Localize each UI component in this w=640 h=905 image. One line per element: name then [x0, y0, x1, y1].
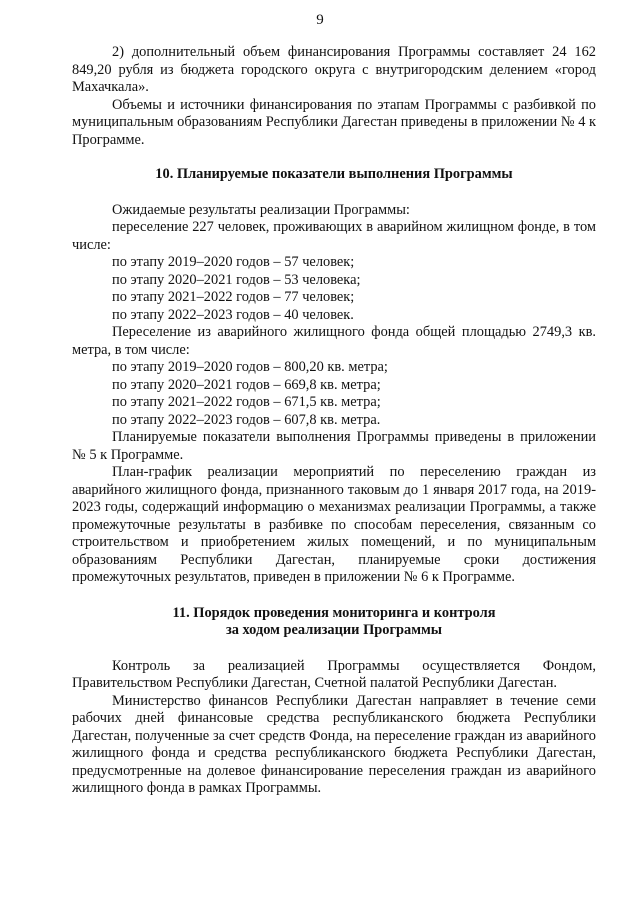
list-item-area-stage: по этапу 2020–2021 годов – 669,8 кв. метра; — [112, 376, 381, 393]
list-item-people-stage: по этапу 2019–2020 годов – 57 человек; — [112, 254, 355, 270]
paragraph-resettle-area: Переселение из аварийного жилищного фонда общей площадью 2749,3 кв. метра, в том числе: — [72, 324, 596, 358]
list-item-area-stage: по этапу 2019–2020 годов – 800,20 кв. метра; — [112, 359, 388, 375]
page-body — [72, 44, 596, 798]
paragraph-expected-results: Ожидаемые результаты реализации Программы: — [112, 201, 410, 218]
section-10-heading: 10. Планируемые показатели выполнения Программы — [155, 166, 513, 182]
paragraph-funding-stages: Объемы и источники финансирования по этапам Программы с разбивкой по муниципальным образованиям Республики Дагестан приведены в приложении № 4 к Программе. — [72, 96, 596, 148]
section-11-heading-line1: 11. Порядок проведения мониторинга и контроля — [172, 604, 496, 621]
section-11-heading-line2: за ходом реализации Программы — [225, 622, 443, 638]
section-11-heading — [72, 605, 596, 640]
list-item-area-stage: по этапу 2022–2023 годов – 607,8 кв. метра. — [112, 411, 381, 428]
page-number: 9 — [316, 12, 324, 28]
list-item-people-stage: по этапу 2021–2022 годов – 77 человек; — [112, 289, 355, 305]
list-item-area-stage: по этапу 2021–2022 годов – 671,5 кв. метра; — [112, 394, 381, 410]
paragraph-ministry: Министерство финансов Республики Дагестан направляет в течение семи рабочих дней финансовые средства республиканского бюджета Республики Дагестан, полученные за счет средств Фонда, на переселение граждан из аварийного жилищного фонда и средства республиканского бюджета Республики Дагестан, предусмотренные на долевое финансирование переселения граждан из аварийного жилищного фонда в рамках Программы. — [72, 692, 596, 796]
paragraph-control: Контроль за реализацией Программы осуществляется Фондом, Правительством Республики Дагестан, Счетной палатой Республики Дагестан. — [72, 657, 596, 691]
list-item-people-stage: по этапу 2020–2021 годов – 53 человека; — [112, 271, 361, 288]
paragraph-schedule: План-график реализации мероприятий по переселению граждан из аварийного жилищного фонда, признанного таковым до 1 января 2017 года, на 2019-2023 годы, содержащий информацию о механизмах реализации Программы, а также промежуточные результаты в разбивке по способам переселения, связанным со строительством и приобретением жилых помещений, и по муниципальным образованиям Республики Дагестан, планируемые сроки достижения промежуточных результатов, приведен в приложении № 6 к Программе. — [72, 464, 596, 585]
paragraph-resettle-people: переселение 227 человек, проживающих в аварийном жилищном фонде, в том числе: — [72, 219, 596, 253]
paragraph-indicators: Планируемые показатели выполнения Программы приведены в приложении № 5 к Программе. — [72, 429, 596, 463]
paragraph-funding-city: 2) дополнительный объем финансирования Программы составляет 24 162 849,20 рубля из бюджета городского округа с внутригородским делением «город Махачкала». — [72, 44, 596, 95]
list-item-people-stage: по этапу 2022–2023 годов – 40 человек. — [112, 306, 354, 323]
